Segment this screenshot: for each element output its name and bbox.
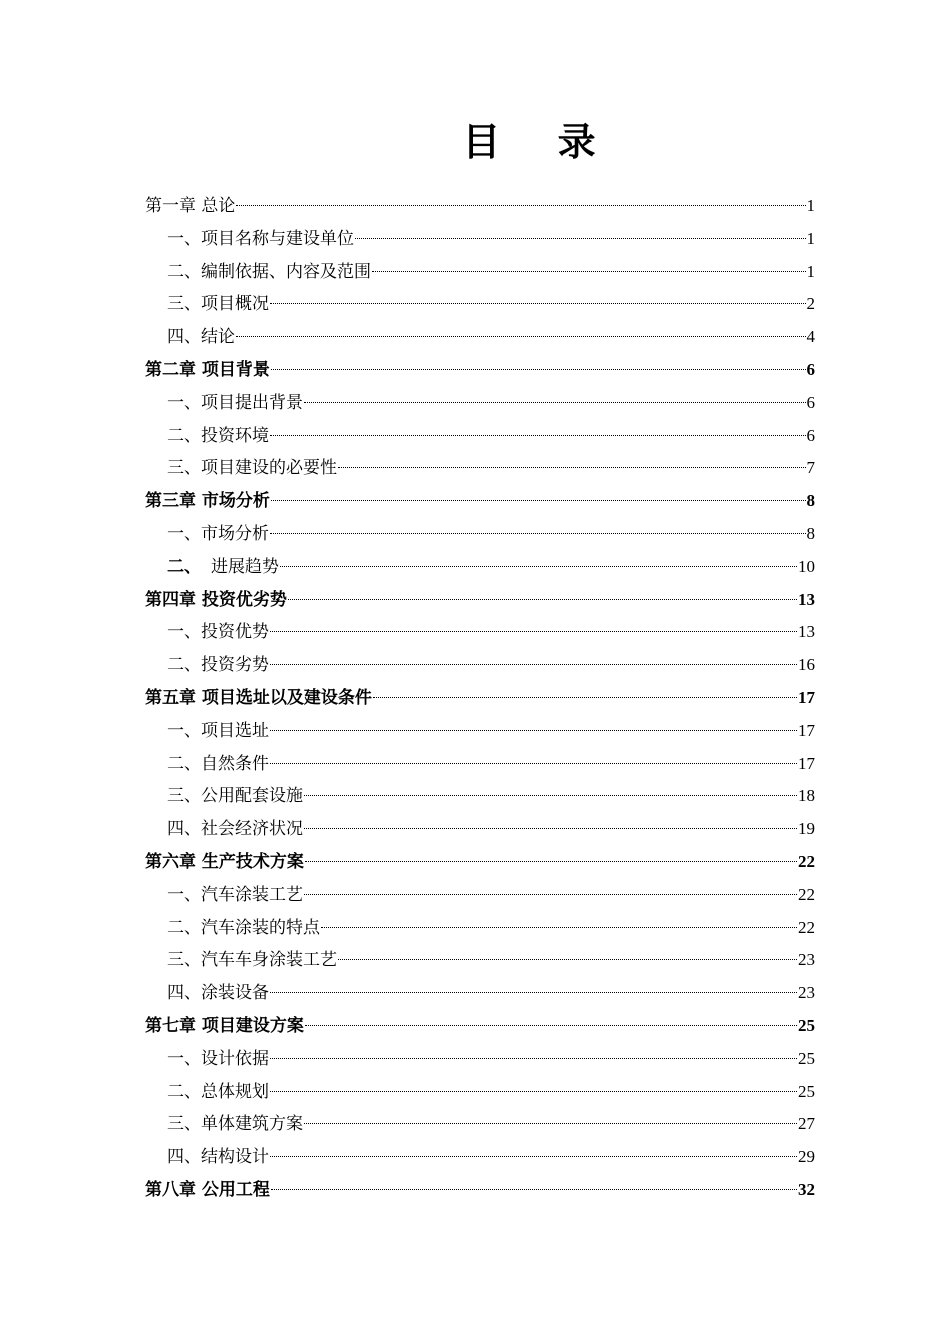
toc-section-entry[interactable] [145,813,815,846]
toc-entry-page-number: 4 [806,327,815,347]
toc-entry-page-number: 6 [806,425,815,445]
toc-entry-label: 一、汽车涂装工艺 [167,884,303,905]
toc-entry-page-number: 17 [798,687,815,707]
toc-section-entry[interactable] [145,551,815,584]
toc-dot-leader [270,763,797,764]
toc-entry-label: 二、汽车涂装的特点 [167,917,320,938]
toc-entry-page-number: 25 [798,1048,815,1068]
toc-dot-leader [270,992,797,993]
toc-section-entry[interactable] [145,321,815,354]
toc-entry-label: 第一章 总论 [145,196,236,216]
toc-entry-label: 二、投资环境 [167,425,269,446]
toc-dot-leader [270,631,797,632]
toc-entry-label: 三、项目概况 [167,294,269,315]
toc-entry-prefix: 二、 [167,556,201,577]
toc-section-entry[interactable] [145,1076,815,1109]
toc-entry-page-number: 22 [798,851,815,871]
toc-section-entry[interactable] [145,977,815,1010]
toc-section-entry[interactable] [145,1141,815,1174]
toc-entry-label: 第五章 项目选址以及建设条件 [145,687,372,708]
toc-entry-page-number: 25 [798,1081,815,1101]
table-of-contents [145,190,815,1207]
toc-entry-page-number: 27 [798,1114,815,1134]
toc-dot-leader [288,599,797,600]
toc-chapter-entry[interactable] [145,584,815,617]
toc-chapter-entry[interactable] [145,846,815,879]
toc-entry-page-number: 18 [798,786,815,806]
toc-dot-leader [270,664,797,665]
toc-section-entry[interactable] [145,223,815,256]
toc-entry-label: 四、社会经济状况 [167,819,303,840]
toc-entry-label: 第六章 生产技术方案 [145,851,304,872]
toc-entry-page-number: 6 [806,392,815,412]
toc-dot-leader [271,500,806,501]
toc-chapter-entry[interactable] [145,1174,815,1207]
toc-dot-leader [304,828,797,829]
toc-title: 目 录 [462,120,618,164]
toc-section-entry[interactable] [145,420,815,453]
toc-section-entry[interactable] [145,452,815,485]
toc-section-entry[interactable] [145,715,815,748]
toc-entry-label: 一、设计依据 [167,1048,269,1069]
toc-chapter-entry[interactable] [145,682,815,715]
toc-entry-page-number: 22 [798,917,815,937]
toc-entry-label: 一、项目选址 [167,720,269,741]
toc-entry-label: 三、公用配套设施 [167,786,303,807]
toc-entry-page-number: 17 [798,753,815,773]
toc-entry-label: 第三章 市场分析 [145,491,270,512]
toc-entry-page-number: 16 [798,655,815,675]
toc-entry-label: 四、涂装设备 [167,983,269,1004]
toc-section-entry[interactable] [145,649,815,682]
toc-entry-page-number: 2 [806,294,815,314]
toc-entry-label: 三、单体建筑方案 [167,1114,303,1135]
toc-entry-page-number: 19 [798,819,815,839]
toc-entry-page-number: 1 [806,261,815,281]
toc-dot-leader [271,1189,797,1190]
toc-entry-page-number: 25 [798,1015,815,1035]
toc-dot-leader [270,1091,797,1092]
toc-chapter-entry[interactable] [145,1010,815,1043]
toc-entry-label: 第八章 公用工程 [145,1179,270,1200]
toc-entry-page-number: 6 [806,359,815,379]
toc-dot-leader [305,861,797,862]
toc-dot-leader [236,205,805,206]
toc-entry-label: 四、结论 [167,327,235,348]
toc-entry-label: 第二章 项目背景 [145,359,270,380]
toc-section-entry[interactable] [145,256,815,289]
toc-entry-page-number: 29 [798,1147,815,1167]
toc-entry-label: 一、市场分析 [167,523,269,544]
toc-section-entry[interactable] [145,780,815,813]
toc-dot-leader [304,894,797,895]
toc-dot-leader [270,1058,797,1059]
toc-entry-label: 第七章 项目建设方案 [145,1015,304,1036]
toc-section-entry[interactable] [145,616,815,649]
toc-section-entry[interactable] [145,518,815,551]
toc-section-entry[interactable] [145,912,815,945]
toc-chapter-entry[interactable] [145,354,815,387]
toc-entry-page-number: 7 [806,458,815,478]
toc-dot-leader [321,927,797,928]
toc-entry-page-number: 1 [806,196,815,215]
toc-entry-page-number: 23 [798,983,815,1003]
toc-chapter-entry[interactable] [145,485,815,518]
toc-chapter-entry[interactable] [145,190,815,223]
toc-dot-leader [270,1156,797,1157]
toc-entry-page-number: 32 [798,1179,815,1199]
toc-entry-page-number: 17 [798,720,815,740]
toc-section-entry[interactable] [145,879,815,912]
toc-dot-leader [355,238,806,239]
toc-section-entry[interactable] [145,1043,815,1076]
toc-section-entry[interactable] [145,288,815,321]
toc-entry-page-number: 1 [806,228,815,248]
toc-dot-leader [305,1025,797,1026]
toc-entry-page-number: 10 [798,556,815,576]
toc-entry-page-number: 13 [798,622,815,642]
toc-dot-leader [270,533,806,534]
toc-dot-leader [270,303,806,304]
toc-entry-label: 三、项目建设的必要性 [167,458,337,479]
toc-entry-label: 二、编制依据、内容及范围 [167,261,371,282]
toc-entry-label: 一、项目提出背景 [167,392,303,413]
toc-entry-page-number: 8 [806,523,815,543]
toc-dot-leader [280,566,797,567]
toc-dot-leader [372,271,806,272]
toc-entry-label: 二、投资劣势 [167,655,269,676]
toc-section-entry[interactable] [145,944,815,977]
toc-dot-leader [338,959,797,960]
toc-entry-label: 第四章 投资优劣势 [145,589,287,610]
toc-entry-label: 四、结构设计 [167,1147,269,1168]
toc-entry-page-number: 22 [798,884,815,904]
toc-entry-page-number: 23 [798,950,815,970]
toc-entry-label: 二、总体规划 [167,1081,269,1102]
toc-dot-leader [338,467,806,468]
toc-section-entry[interactable] [145,748,815,781]
toc-entry-label: 三、汽车车身涂装工艺 [167,950,337,971]
toc-entry-label: 一、项目名称与建设单位 [167,228,354,249]
toc-entry-page-number: 13 [798,589,815,609]
toc-dot-leader [271,369,806,370]
toc-entry-label: 二、自然条件 [167,753,269,774]
toc-dot-leader [236,336,806,337]
toc-dot-leader [304,1123,797,1124]
toc-dot-leader [304,795,797,796]
toc-section-entry[interactable] [145,387,815,420]
toc-dot-leader [270,435,806,436]
toc-dot-leader [304,402,806,403]
toc-section-entry[interactable] [145,1108,815,1141]
toc-entry-page-number: 8 [806,491,815,511]
toc-dot-leader [270,730,797,731]
toc-dot-leader [373,697,797,698]
toc-entry-label: 一、投资优势 [167,622,269,643]
toc-entry-label: 进展趋势 [211,556,279,577]
